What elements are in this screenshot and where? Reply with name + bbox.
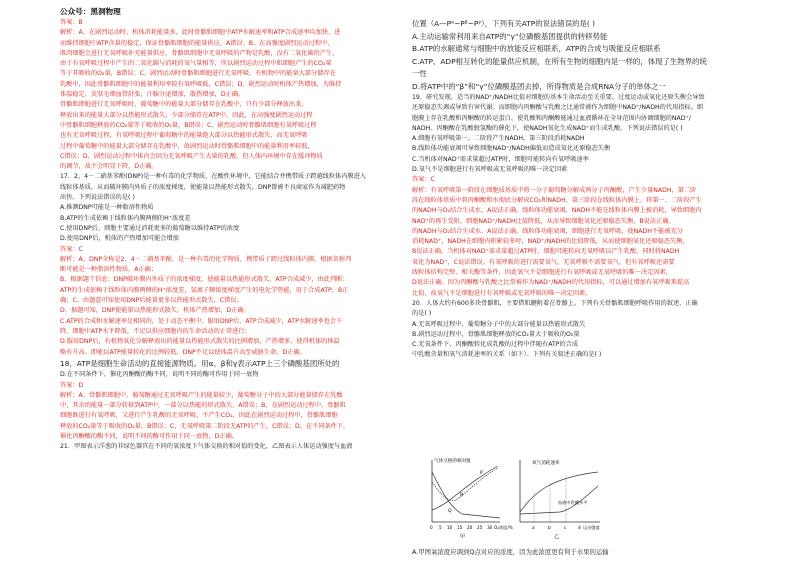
- text-line: 催化丙酮酸的酶不同，说明不同的酶可作用于同一底物，D正确。: [60, 433, 239, 441]
- text-line: 断可能是一种脂溶性物质，A正确；: [60, 266, 158, 274]
- text-line: 答案：B: [60, 19, 83, 26]
- yi-label-lactate: 血液中乳酸水平: [558, 500, 588, 505]
- text-line: B、根据题干信息：DNP破坏膜内外质子的浓度梯度，使能量以热能形式散失，ATP合成减少，由此判断：: [60, 276, 349, 284]
- text-line: 比值，故氧气不是细胞进行有氧呼吸或无氧呼吸的唯一决定因素。: [412, 289, 592, 297]
- right-column: [412, 18, 777, 361]
- text-line: 释放的CO₂量等于吸收的O₂量，B错误；C、无氧呼吸第二阶段无ATP的产生，C错误；D、在不同条件下，: [60, 422, 350, 430]
- text-line: 而维持细胞中ATP含量的稳定，保证骨骼肌细胞的能量供应，A错误；B、在高强度剧烈运动过程中，: [60, 39, 334, 47]
- text-line: 答案：D: [60, 381, 84, 389]
- text-line: 由于有氧呼吸过程中产生的二氧化碳与消耗的氧气量相等，所以剧烈运动过程中肌细胞产生的CO₂量: [60, 60, 332, 68]
- jia-label-r: R: [460, 493, 464, 498]
- jia-tick-20: 20: [467, 525, 473, 530]
- jia-title: 气体交换的相对值: [434, 459, 471, 464]
- text-line: 的NADH与O₂结合生成水。A说法正确，线粒体功能衰竭，细胞进行无氧呼吸，使NADH不能被充分: [412, 227, 683, 235]
- text-line: D.氧气不是细胞进行有氧呼吸或无氧呼吸的唯一决定因素: [412, 166, 568, 174]
- text-line: NAD⁺的再生受阻，细胞NAD⁺/NADH比值降低，从而导致细胞氧化还原稳态失衡，B说法正确。: [412, 217, 675, 225]
- header-watermark: 公众号：黑洞物理: [60, 7, 121, 16]
- text-line: 位置（A—Pᵅ~Pᵝ~Pᵞ），下列有关ATP的说法错误的是( ): [412, 19, 596, 28]
- text-line: 略有升高。即能以ATP能量转化的比例较低，DNP不足以使体温升高至威胁生命，D正确。: [60, 348, 306, 356]
- figure-panel: [420, 452, 620, 542]
- text-line: 17．2，4－二硝基苯酚(DNP)是一种有毒的化学物质，在酸性环境中，它能结合并携带质子跨越线粒体内膜进入: [60, 173, 366, 181]
- jia-label-p: P: [480, 471, 483, 476]
- text-line: ATP的生成依赖于线粒体内膜两侧的H⁺浓度差，氢离子顺浓度梯度产生的电化学势能，用于合成ATP，B正: [60, 286, 349, 294]
- text-line: 的NADH与O₂结合生成水，A说法正确。线粒体功能衰竭，NADH不能在线粒体内膜上被消耗，导致细胞内: [412, 207, 702, 215]
- yi-curve-oxygen: [520, 472, 598, 512]
- text-line: C错误；D、剧烈运动过程中体内会因为无氧呼吸产生大量的乳酸，但人体内环境中存在缓冲物质: [60, 152, 323, 160]
- yi-tick-b: b: [548, 525, 551, 530]
- text-line: A.主动运输常利用来自ATP的“γ”位磷酸基团提供的转移势能: [412, 31, 608, 41]
- text-line: 体温稳定，皮肤毛细血管舒张，汗腺分泌增加，散热增加，D正确。: [60, 91, 245, 99]
- text-line: 肌肉细胞会进行无氧呼吸补充能量供应，骨骼肌细胞中无氧呼吸的产物是乳酸，没有二氧化碳的产生，: [60, 49, 339, 57]
- text-line: 解析：A、在剧烈运动时，机体消耗能量多，此时骨骼肌细胞中ATP水解速率和ATP合成速率均加快，进: [60, 29, 341, 37]
- text-line: 线粒体结构完整、相关酶等条件，因此氧气不是细胞进行有氧呼吸或无氧呼吸的唯一决定因素，: [412, 269, 672, 277]
- jia-tick-30: 30: [487, 525, 493, 530]
- text-line: D.服用DNP后，有机物氧化分解释放出的能量以热能形式散失的比例增加，产热增多，使得机体的体温: [60, 338, 340, 346]
- text-line: 过程中葡萄糖中的能量大部分储存在乳酸中，故剧烈运动时骨骼肌细胞中的能量利用率较低，: [60, 142, 314, 150]
- text-line: 中骨骼肌细胞释放的CO₂量等于吸收的O₂量，B错误；C、剧烈运动时骨骼肌细胞有氧呼吸过程: [60, 121, 317, 129]
- text-line: 的调节，故不会明显下降，D正确。: [60, 163, 158, 171]
- jia-name: 甲: [460, 534, 466, 540]
- jia-curve-p: [432, 466, 498, 510]
- text-line: 解析：A、DNP全称是2，4－二硝基苯酚，是一种有毒的化学物质，携带质子跨过线粒体内膜，根据名称判: [60, 255, 352, 263]
- text-line: 答案：C: [412, 176, 435, 184]
- text-line: 释放出来的能量大部分以热能形式散失，少部分储存在ATP中。因此，在高强度剧烈运动过程: [60, 111, 313, 119]
- jia-tick-10: 10: [447, 525, 453, 530]
- left-column: [60, 18, 425, 453]
- text-line: D.将ATP中的“β”和“γ”位磷酸基团去掉，所得物质是合成RNA分子的单体之一: [412, 81, 666, 91]
- jia-x-label: O₂浓度/%: [494, 525, 513, 530]
- text-line: D、据题可知，DNP使能量以热能形式散失，机体产热增加，D正确。: [60, 307, 250, 315]
- text-line: C.无氧条件下，丙酮酸转化成乳酸的过程中伴随有ATP的合成: [412, 341, 579, 349]
- text-line: 也有无氧呼吸过程，有氧呼吸过程中葡萄糖中的能量绝大部分以热能形式散失，而无氧呼吸: [60, 132, 308, 140]
- yi-tick-a: a: [532, 525, 535, 530]
- text-line: C.当机体对NAD⁺需求量超过ATP时，细胞可能转向有氧呼吸速率: [412, 155, 589, 163]
- text-line: NADH。丙酮酸在乳酸脱氢酶的催化下，使NADH氧化生成NAD⁺而生成乳酸。下列说法错误的是( ): [412, 124, 683, 132]
- text-line: 出售。下列说法错误的是( ): [60, 194, 135, 202]
- text-line: D.在不同条件下，催化丙酮酸的酶不同，说明不同的酶可作用于同一底物: [60, 371, 259, 379]
- yi-tick-c: c: [564, 525, 567, 530]
- jia-tick-25: 25: [477, 525, 483, 530]
- text-line: 中，其余的能量一部分转移到ATP中，一部分以热能的形式散失，A错误；B、在剧烈运动过程中，骨骼肌: [60, 402, 346, 410]
- yi-name: 乙: [554, 534, 560, 540]
- text-line: 骨骼肌细胞进行无氧呼吸时，葡萄糖中的能量大部分储存在乳酸中，只有少部分释放出来，: [60, 101, 308, 109]
- text-line: 21．甲图表示洋葱的非绿色器官在不同的氧浓度下气体交换的相对值的变化，乙图表示人体运动强度与血液: [60, 443, 353, 451]
- text-line: B.ATP的水解通常与细胞中的放能反应相联系，ATP的合成与吸能反应相联系: [412, 44, 661, 53]
- text-line: A.推测DNP可能是一种脂溶性物质: [60, 204, 154, 212]
- text-line: 解析：A、骨骼肌细胞中，葡萄糖通过无氧呼吸产生的能量较少，葡萄糖分子中的大部分能量储存在乳酸: [60, 391, 343, 399]
- text-line: 段在线粒体基质中将丙酮酸和水彻底分解成CO₂和NADH，第三阶段在线粒体内膜上，将第一、二阶段产生: [412, 196, 702, 204]
- text-line: B.线粒体功能衰竭可导致细胞NAD⁺/NADH偏低而造成氧化还原稳态失衡: [412, 145, 611, 153]
- jia-curve-r: [432, 468, 498, 500]
- text-line: 还原稳态失调或导致有害代谢。而细胞内丙酮酸与乳酸之比通常被作为细胞中NAD⁺/NADH的代用指标。细: [412, 104, 703, 112]
- yi-x-label: 运动强度: [583, 525, 600, 530]
- text-line: 一性: [412, 69, 427, 78]
- figure-svg: [420, 452, 620, 542]
- option-a-caption: A.甲图氧浓度应调到Q点对应的浓度，因为此浓度更有利于水果的运输: [412, 548, 609, 556]
- text-line: 答案：C: [60, 245, 83, 253]
- text-line: 中乳酸含量和氧气消耗速率的关系（如下）。下列有关叙述正确的是( ): [412, 351, 602, 359]
- text-line: 19．研究发现，适当的NAD⁺/NADH比值对细胞的基本生命活动至关重要。过度运动或氧化还原失衡会导致: [412, 94, 705, 101]
- jia-tick-15: 15: [457, 525, 463, 530]
- jia-tick-0: 0: [430, 525, 433, 530]
- text-line: 细胞既进行有氧呼吸，又进行产生乳酸的无氧呼吸，不产生CO₂，因此在剧烈运动过程中，骨骼肌细胞: [60, 412, 338, 420]
- yi-title: 氧气消耗速率: [532, 461, 560, 466]
- text-line: 确；C、由题意可知使用DNP后能量更多以热能形式散失，C错误；: [60, 297, 243, 305]
- text-line: 的是( ): [412, 310, 432, 318]
- yi-tick-d: d: [578, 525, 581, 530]
- text-line: C.ATP、ADP相互转化的能量供应机制，在所有生物的细胞内是一样的，体现了生物界的统: [412, 56, 707, 66]
- text-line: B.ATP的生成依赖于线粒体内膜两侧的H⁺浓度差: [60, 214, 191, 222]
- text-line: 解析：有氧呼吸第一阶段在细胞质基质中将一分子葡萄糖分解成两分子丙酮酸，产生少量NADH，第二阶: [412, 186, 697, 194]
- text-line: 乳酸中，因此骨骼肌细胞中的能量利用率较有氧呼吸低，C错误；D、剧烈运动时机体产热增加，为维持: [60, 80, 342, 88]
- jia-label-q: Q: [448, 509, 452, 514]
- figure-jia: [430, 457, 513, 540]
- text-line: B说法正确。当机体对NAD⁺需求量超过ATP时，细胞可能转向无氧呼吸以产生乳酸，同时将NADH: [412, 248, 680, 256]
- text-line: D说法正确。因为丙酮酸与乳酸之比常被作为NAD⁺/NADH的代用指标，可以通过增加有氧呼吸来提高: [412, 279, 690, 287]
- text-line: A.细胞有氧呼吸第一、二阶段产生NADH，第三阶段消耗NADH: [412, 135, 585, 143]
- text-line: 氧化为NAD⁺，C说法错误。有氧呼吸的进行需要氧气，无氧呼吸不需要氧气，但有氧呼吸还需要: [412, 258, 675, 266]
- text-line: C.ATP的合成和水解速率是相同的，处于动态平衡中，服用DNP后，ATP合成减少，ATP水解速率也会下: [60, 317, 343, 325]
- text-line: 等于其吸收的O₂量，B错误；C、剧烈运动时骨骼肌细胞进行无氧呼吸，有机物中的能量大部分储存在: [60, 70, 336, 78]
- text-line: 降，细胞中ATP水平降低，不足以供应细胞内的生命活动的正常进行；: [60, 327, 251, 335]
- text-line: 胞膜上存在乳酸和丙酮酸的转运蛋白，使乳酸和丙酮酸能通过血液循环在全身范围内协调细胞的NAD⁺/: [412, 114, 691, 122]
- text-line: B.剧烈运动过程中，骨骼肌细胞释放的CO₂量大于吸收的O₂量: [412, 330, 580, 338]
- text-line: C.使用DNP后，细胞主要通过消耗更多的葡萄糖以维持ATP的浓度: [60, 224, 240, 232]
- text-line: 线粒体基质，从而破坏膜内外质子的浓度梯度，使能量以热能形式散失。DNP曾被不良商家作为减肥药物: [60, 183, 346, 191]
- text-line: 消耗NAD⁺，NADH在细胞内积累较多时，NAD⁺/NADH的比值降低，从而使细胞氧化还原稳态失衡，: [412, 238, 689, 246]
- text-line: A.无氧呼吸过程中，葡萄糖分子中的大部分能量以热能形式散失: [412, 320, 586, 328]
- jia-tick-5: 5: [439, 525, 442, 530]
- text-line: 18．ATP是细胞生命活动的直接能源物质。用α、β和γ表示ATP上三个磷酸基团所处的: [60, 358, 340, 368]
- figure-yi: [520, 459, 601, 540]
- text-line: 20．人体大约有600多块骨骼肌，主要借肌腱附着在骨骼上。下列有关骨骼肌细胞呼吸作用的叙述，正确: [412, 299, 698, 307]
- text-line: D.使用DNP后，机体的产热增加可能会增加: [60, 235, 179, 243]
